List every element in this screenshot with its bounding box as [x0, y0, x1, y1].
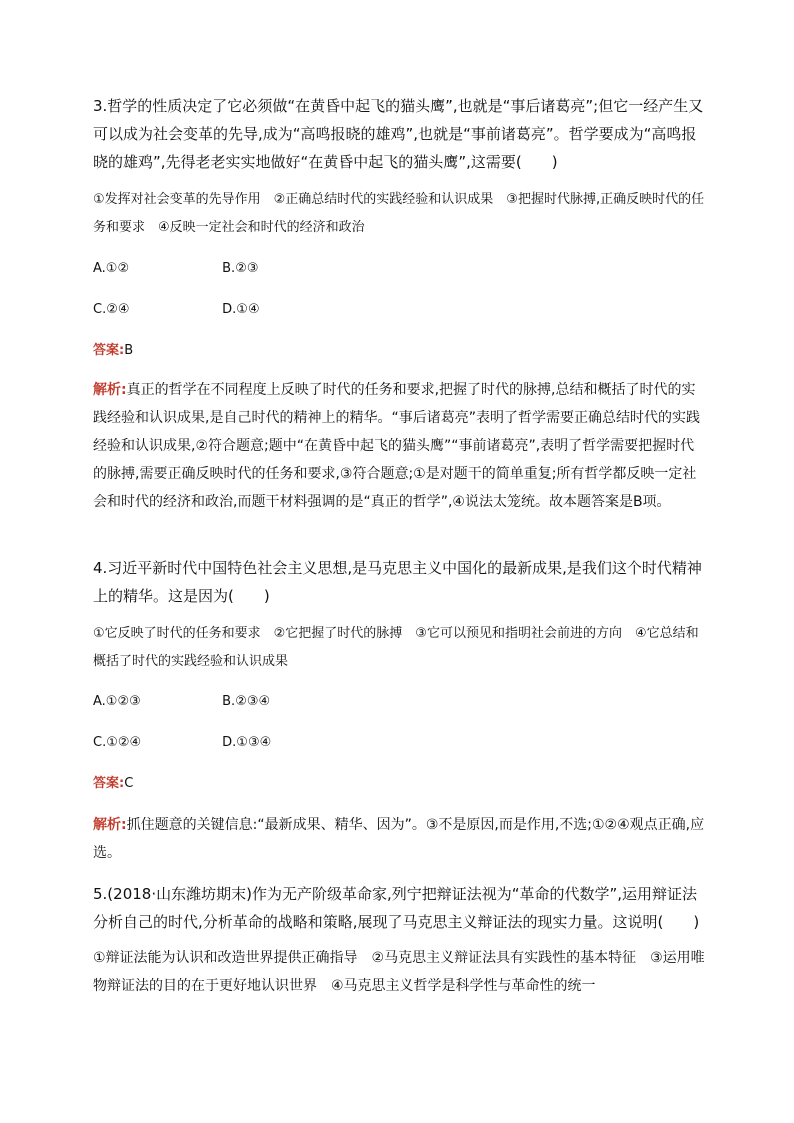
- question-4-choices-row-2: [93, 733, 271, 753]
- answer-label: 答案:: [93, 776, 125, 791]
- choice-d: D.①④: [222, 302, 260, 317]
- question-3-options: ①发挥对社会变革的先导作用 ②正确总结时代的实践经验和认识成果 ③把握时代脉搏,正确反映时代的任务和要求 ④反映一定社会和时代的经济和政治: [93, 192, 705, 235]
- choice-c: C.①②④: [93, 735, 142, 750]
- choice-b: B.②③: [222, 261, 259, 276]
- explanation-label: 解析:: [93, 817, 127, 833]
- question-4-explanation: [93, 811, 705, 867]
- answer-label: 答案:: [93, 343, 125, 358]
- question-4-options: ①它反映了时代的任务和要求 ②它把握了时代的脉搏 ③它可以预见和指明社会前进的方向 ④它总结和概括了时代的实践经验和认识成果: [93, 626, 699, 669]
- question-5-stem: 5.(2018·山东潍坊期末)作为无产阶级革命家,列宁把辩证法视为“革命的代数学”,运用辩证法分析自己的时代,分析革命的战略和策略,展现了马克思主义辩证法的现实力量。这说明( ): [93, 885, 700, 931]
- choice-a: A.①②③: [93, 694, 141, 709]
- question-3-stem: 3.哲学的性质决定了它必须做“在黄昏中起飞的猫头鹰”,也就是“事后诸葛亮”;但它一经产生又可以成为社会变革的先导,成为“高鸣报晓的雄鸡”,也就是“事前诸葛亮”。哲学要成为“高鸣报晓的雄鸡”,先得老老实实地做好“在黄昏中起飞的猫头鹰”,这需要( ): [93, 97, 704, 171]
- question-3-answer: [93, 341, 133, 361]
- choice-d: D.①③④: [222, 735, 272, 750]
- explanation-text: 真正的哲学在不同程度上反映了时代的任务和要求,把握了时代的脉搏,总结和概括了时代的实践经验和认识成果,是自己时代的精神上的精华。“事后诸葛亮”表明了哲学需要正确总结时代的实践经验和认识成果,②符合题意;题中“在黄昏中起飞的猫头鹰”“事前诸葛亮”,表明了哲学需要把握时代的脉搏,需要正确反映时代的任务和要求,③符合题意;①是对题干的简单重复;所有哲学都反映一定社会和时代的经济和政治,而题干材料强调的是“真正的哲学”,④说法太笼统。故本题答案是B项。: [93, 382, 700, 510]
- choice-a: A.①②: [93, 261, 130, 276]
- question-4-choices-row-1: [93, 692, 270, 712]
- choice-c: C.②④: [93, 302, 130, 317]
- question-3-choices-row-1: [93, 259, 259, 279]
- question-5-options: ①辩证法能为认识和改造世界提供正确指导 ②马克思主义辩证法具有实践性的基本特征 ③运用唯物辩证法的目的在于更好地认识世界 ④马克思主义哲学是科学性与革命性的统一: [93, 950, 705, 994]
- question-4-stem: 4.习近平新时代中国特色社会主义思想,是马克思主义中国化的最新成果,是我们这个时代精神上的精华。这是因为( ): [93, 559, 702, 605]
- explanation-text: 抓住题意的关键信息:“最新成果、精华、因为”。③不是原因,而是作用,不选;①②④观点正确,应选。: [93, 817, 705, 861]
- explanation-label: 解析:: [93, 382, 127, 398]
- question-3-explanation: [93, 376, 705, 516]
- answer-value: B: [124, 343, 134, 358]
- question-4-answer: [93, 774, 133, 794]
- choice-b: B.②③④: [222, 694, 271, 709]
- question-3-choices-row-2: [93, 300, 260, 320]
- answer-value: C: [124, 776, 134, 791]
